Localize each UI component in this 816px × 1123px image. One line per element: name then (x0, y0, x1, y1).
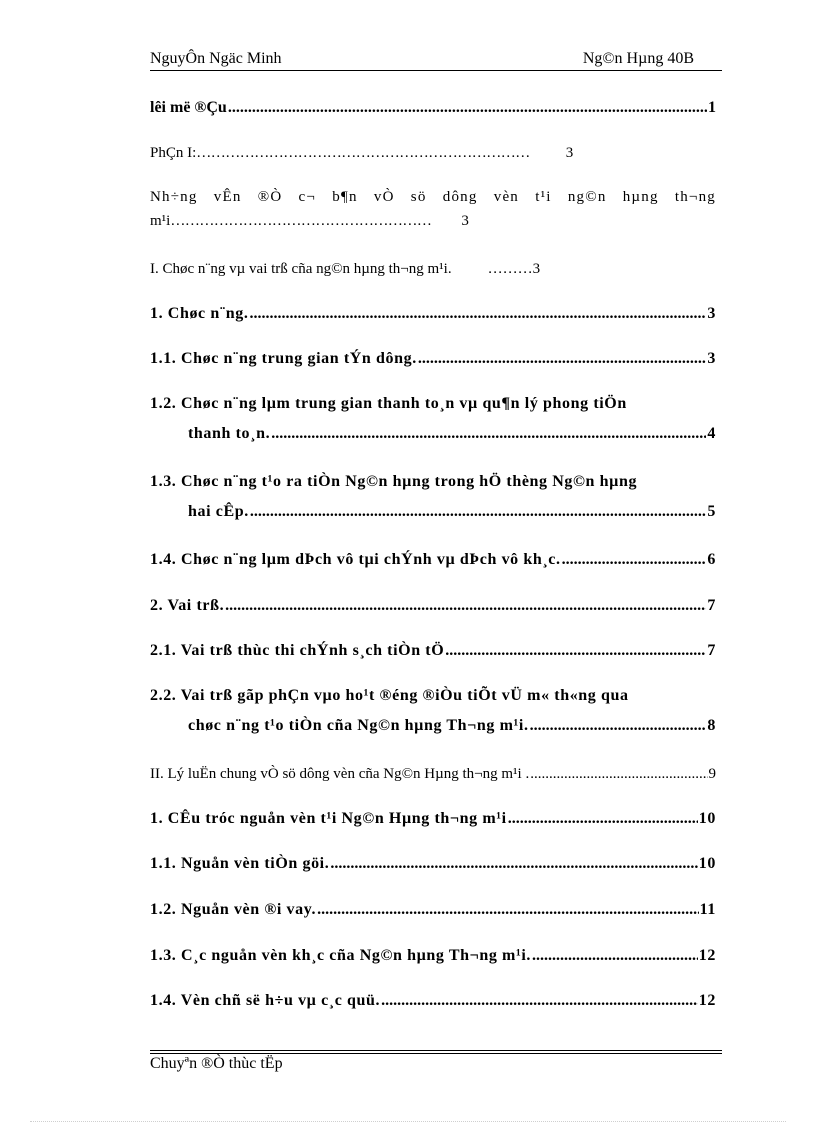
page-footer: Chuyªn ®Ò thùc tËp (150, 1055, 283, 1072)
toc-entry-part1: PhÇn I:…………………………………………………………… 3 (150, 145, 574, 161)
toc-entry-intro: lêi më ®Çu ..... 1 (150, 97, 716, 119)
toc-entry-II-1-3: 1.3. C¸c nguån vèn kh¸c cña Ng©n hµng Th¬ng m¹i. ..... 12 (150, 945, 716, 967)
toc-entry-2-1: 2.1. Vai trß thùc thi chÝnh s¸ch tiÒn tÖ ..... 7 (150, 640, 716, 662)
toc-entry-II-1-2: 1.2. Nguån vèn ®i vay. ..... 11 (150, 899, 716, 921)
toc-entry-II-1-4: 1.4. Vèn chñ së h÷u vµ c¸c quü. ..... 12 (150, 990, 716, 1012)
author-name: NguyÔn Ngäc Minh (150, 50, 282, 67)
toc-entry-part1-title: Nh÷ng vÊn ®Ò c¬ b¶n vÒ sö dông vèn t¹i ng©n hµng th¬ng m¹i……………………………………………… 3 (150, 189, 716, 229)
header-rule (150, 70, 722, 71)
toc-entry-II-1-1: 1.1. Nguån vèn tiÒn göi. ..... 10 (150, 853, 716, 875)
toc-entry-1-3: 1.3. Chøc n¨ng t¹o ra tiÒn Ng©n hµng trong hÖ thèng Ng©n hµng hai cÊp. ..... 5 (150, 471, 716, 523)
page-header (150, 50, 722, 72)
toc-entry-1-4: 1.4. Chøc n¨ng lµm dÞch vô tµi chÝnh vµ dÞch vô kh¸c. ..... 6 (150, 549, 716, 571)
page-edge-divider (30, 1121, 786, 1122)
toc-entry-II-1: 1. CÊu tróc nguån vèn t¹i Ng©n Hµng th¬ng m¹i ..... 10 (150, 808, 716, 830)
toc-entry-1-2: 1.2. Chøc n¨ng lµm trung gian thanh to¸n vµ qu¶n lý phong tiÖn thanh to¸n. ..... 4 (150, 393, 716, 445)
class-name: Ng©n Hµng 40B (582, 50, 694, 67)
footer-rule-bottom (150, 1053, 722, 1054)
toc-entry-section-I: I. Chøc n¨ng vµ vai trß cña ng©n hµng th¬ng m¹i. ………3 (150, 261, 541, 277)
toc-entry-1: 1. Chøc n¨ng. ..... 3 (150, 303, 716, 325)
toc-entry-section-II: II. Lý luËn chung vÒ sö dông vèn cña Ng©n Hµng th¬ng m¹i . ..... 9 (150, 763, 716, 785)
footer-rule-top (150, 1050, 722, 1051)
toc-entry-2: 2. Vai trß. ..... 7 (150, 595, 716, 617)
toc-entry-1-1: 1.1. Chøc n¨ng trung gian tÝn dông. ..... 3 (150, 348, 716, 370)
toc-entry-2-2: 2.2. Vai trß gãp phÇn vµo ho¹t ®éng ®iÒu tiÕt vÜ m« th«ng qua chøc n¨ng t¹o tiÒn cña Ng©n hµng Th¬ng m¹i. ..... 8 (150, 685, 716, 737)
